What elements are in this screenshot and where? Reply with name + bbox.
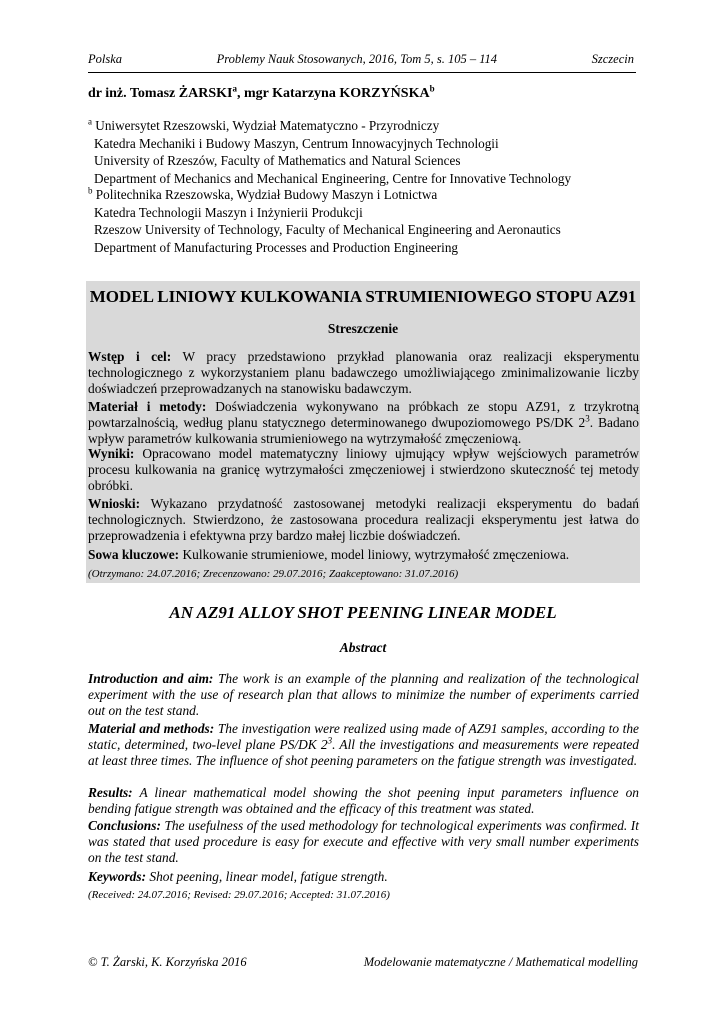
english-intro-label: Introduction and aim: [88, 671, 214, 686]
authors-line [88, 83, 435, 102]
english-keywords-label: Keywords: [88, 869, 147, 884]
affiliation-b [88, 186, 561, 256]
polish-keywords-label: Sowa kluczowe: [88, 547, 180, 562]
affiliation-a [88, 117, 571, 187]
english-intro: Introduction and aim: The work is an example of the planning and realization of the technological experiment with the use of research plan that allows to minimize the number of experiments carried out on the test stand. [88, 671, 639, 719]
affiliation-line: University of Rzeszów, Faculty of Mathematics and Natural Sciences [94, 153, 461, 168]
polish-methods-label: Materiał i metody: [88, 399, 207, 414]
polish-conclusions: Wnioski: Wykazano przydatność zastosowanej metodyki realizacji eksperymentu do badań technologicznych. Stwierdzono, że zastosowana procedura realizacji eksperymentu jest łatwa do przeprowadzenia i efektywna przy bardzo małej liczbie doświadczeń. [88, 496, 639, 544]
running-header [88, 52, 634, 67]
english-results: Results: A linear mathematical model showing the shot peening input parameters influence on bending fatigue strength was obtained and the efficacy of this treatment was stated. [88, 785, 639, 817]
header-city: Szczecin [591, 52, 634, 66]
header-journal: Problemy Nauk Stosowanych, 2016, Tom 5, s. 105 – 114 [216, 52, 498, 66]
affiliation-line: $^b$ Politechnika Rzeszowska, Wydział Budowy Maszyn i Lotnictwa [88, 185, 438, 202]
author-1-affil-marker: a [232, 83, 237, 94]
polish-methods: Materiał i metody: Doświadczenia wykonywano na próbkach ze stopu AZ91, z trzykrotną powtarzalnością, według planu statycznego determinowanego dwupoziomowego PS/DK $2^3$. Badano wpływ parametrów kulkowania strumieniowego na wytrzymałość zmęczeniową. [88, 399, 639, 447]
affiliation-line: Department of Manufacturing Processes and Production Engineering [94, 239, 459, 255]
author-1: dr inż. Tomasz ŻARSKI [88, 86, 233, 101]
affiliation-line: Katedra Technologii Maszyn i Inżynierii Produkcji [94, 204, 363, 220]
affiliation-marker: a [88, 116, 92, 127]
polish-keywords: Sowa kluczowe: Kulkowanie strumieniowe, model liniowy, wytrzymałość zmęczeniowa. [88, 547, 570, 562]
affiliation-line: Department of Mechanics and Mechanical Engineering, Centre for Innovative Technology [94, 170, 572, 186]
header-divider [88, 72, 636, 73]
polish-intro-label: Wstęp i cel: [88, 349, 172, 364]
polish-conclusions-label: Wnioski: [88, 496, 141, 511]
header-country: Polska [88, 52, 123, 66]
footer-copyright: © T. Żarski, K. Korzyńska 2016 [88, 955, 247, 969]
footer-section: Modelowanie matematyczne / Mathematical modelling [363, 955, 638, 969]
affiliation-line: Katedra Mechaniki i Budowy Maszyn, Centrum Innowacyjnych Technologii [94, 135, 499, 151]
english-results-label: Results: [88, 785, 133, 800]
english-methods-label: Material and methods: [88, 721, 215, 736]
polish-section-heading: Streszczenie [327, 321, 399, 336]
english-conclusions: Conclusions: The usefulness of the used methodology for technological experiments was confirmed. It was stated that used procedure is easy for execute and effective with very small number experiments on the test stand. [88, 818, 639, 866]
author-separator: , [236, 86, 244, 101]
polish-results: Wyniki: Opracowano model matematyczny liniowy ujmujący wpływ wejściowych parametrów procesu kulkowania na granicę wytrzymałości zmęczeniowej i stwierdzono skuteczność tej metody obróbki. [88, 446, 639, 494]
polish-title: MODEL LINIOWY KULKOWANIA STRUMIENIOWEGO STOPU AZ91 [89, 287, 637, 306]
page-footer [88, 955, 638, 970]
author-2: mgr Katarzyna KORZYŃSKA [243, 86, 430, 101]
english-section-heading: Abstract [339, 640, 387, 655]
affiliation-line: $^a$ Uniwersytet Rzeszowski, Wydział Matematyczno - Przyrodniczy [88, 116, 440, 133]
english-title: AN AZ91 ALLOY SHOT PEENING LINEAR MODEL [169, 603, 557, 622]
polish-dates: (Otrzymano: 24.07.2016; Zrecenzowano: 29.07.2016; Zaakceptowano: 31.07.2016) [88, 568, 459, 580]
author-2-affil-marker: b [429, 83, 435, 94]
english-keywords: Keywords: Shot peening, linear model, fatigue strength. [88, 869, 388, 884]
english-conclusions-label: Conclusions: [88, 818, 161, 833]
polish-results-label: Wyniki: [88, 446, 135, 461]
english-dates: (Received: 24.07.2016; Revised: 29.07.2016; Accepted: 31.07.2016) [88, 889, 390, 901]
affiliation-line: Rzeszow University of Technology, Faculty of Mechanical Engineering and Aeronautics [94, 222, 561, 237]
polish-intro: Wstęp i cel: W pracy przedstawiono przykład planowania oraz realizacji eksperymentu technologicznego z wykorzystaniem planu badawczego umożliwiającego zminimalizowanie liczby doświadczeń przeprowadzanych na stanowisku badawczym. [88, 349, 640, 397]
english-methods: Material and methods: The investigation were realized using made of AZ91 samples, according to the static, determined, two-level plane PS/DK $2^3$. All the investigations and measurements were repeated at least three times. The influence of shot peening parameters on the fatigue strength was investigated. [88, 721, 639, 769]
affiliation-marker: b [88, 185, 93, 196]
